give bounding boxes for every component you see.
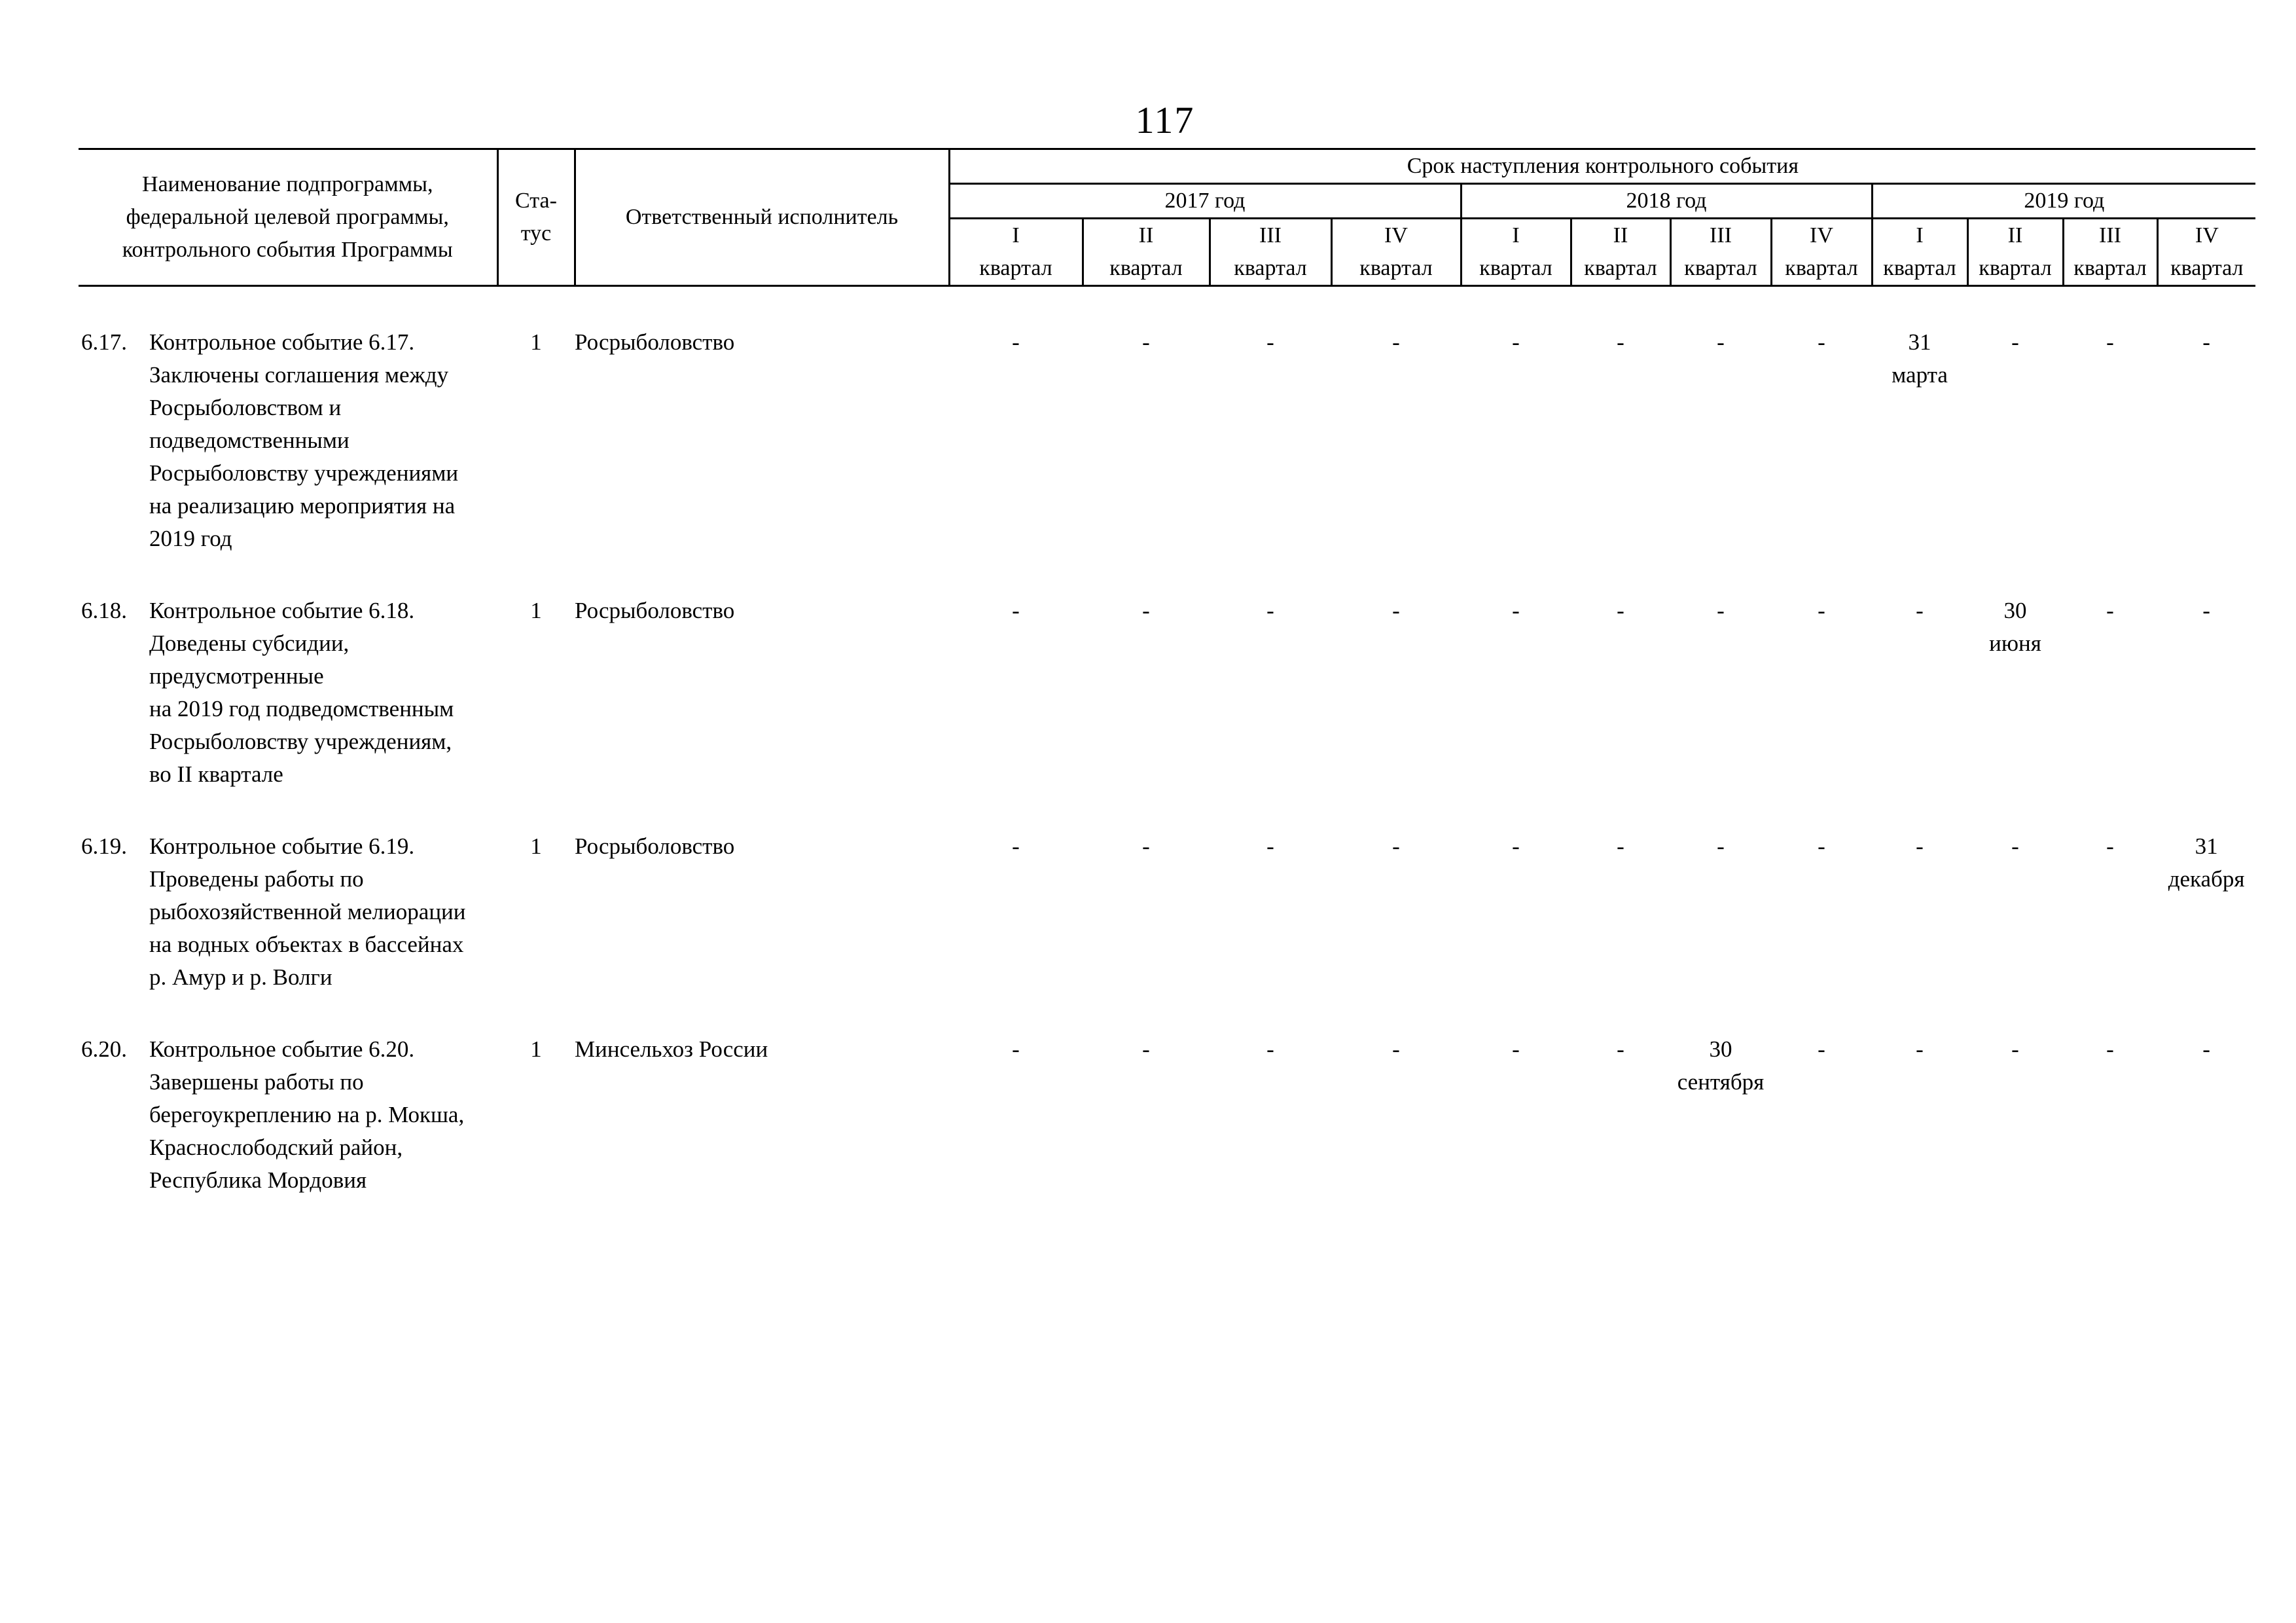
table-row xyxy=(79,594,2255,791)
event-name-cell xyxy=(79,326,497,555)
event-name-text xyxy=(79,594,497,791)
event-name-cell xyxy=(79,1033,497,1197)
header-quarter-number: IV xyxy=(1384,223,1408,247)
header-quarter-number: IV xyxy=(2195,223,2219,247)
deadline-value: - xyxy=(2011,329,2019,355)
deadline-cell xyxy=(2157,1033,2255,1197)
deadline-value: - xyxy=(1012,329,1020,355)
deadline-value: - xyxy=(2106,1036,2114,1062)
header-name-line: Наименование подпрограммы, xyxy=(142,172,433,196)
deadline-cell xyxy=(1331,830,1461,994)
header-name-line: федеральной целевой программы, xyxy=(126,205,449,229)
header-quarter-number: III xyxy=(2099,223,2121,247)
deadline-cell xyxy=(1670,326,1771,555)
table-row xyxy=(79,326,2255,555)
executor-cell: Росрыболовство xyxy=(575,329,735,355)
event-name-line: предусмотренные xyxy=(149,663,324,689)
deadline-cell xyxy=(1967,830,2063,994)
executor-cell: Росрыболовство xyxy=(575,833,735,859)
header-quarter xyxy=(1967,219,2063,286)
deadline-value: - xyxy=(1392,598,1400,623)
deadline-cell xyxy=(1872,594,1967,791)
deadline-value: - xyxy=(1512,598,1520,623)
header-name-line: контрольного события Программы xyxy=(122,238,453,262)
event-number: 6.17. xyxy=(81,329,127,355)
deadline-value: - xyxy=(1512,329,1520,355)
deadline-value: - xyxy=(1012,833,1020,859)
deadline-value: - xyxy=(2106,598,2114,623)
event-name-line: рыбохозяйственной мелиорации xyxy=(149,899,466,924)
event-name-line: Завершены работы по xyxy=(149,1069,364,1095)
event-name-text xyxy=(79,326,497,555)
event-name-line: на водных объектах в бассейнах xyxy=(149,932,464,957)
deadline-value: - xyxy=(2202,1036,2210,1062)
header-quarter-word: квартал xyxy=(1883,256,1956,280)
header-quarter xyxy=(2157,219,2255,286)
header-quarter-number: I xyxy=(1512,223,1520,247)
event-name-line: Контрольное событие 6.17. xyxy=(149,329,415,355)
header-quarter-word: квартал xyxy=(1785,256,1858,280)
header-quarter xyxy=(1771,219,1872,286)
row-spacer-cell xyxy=(79,791,2255,830)
row-spacer-cell xyxy=(79,555,2255,594)
header-quarter xyxy=(1670,219,1771,286)
header-quarter-word: квартал xyxy=(1234,256,1307,280)
event-name-cell xyxy=(79,830,497,994)
status-cell: 1 xyxy=(530,598,542,623)
deadline-cell xyxy=(1771,1033,1872,1197)
event-name-line: берегоукреплению на р. Мокша, xyxy=(149,1102,465,1127)
event-number: 6.20. xyxy=(81,1036,127,1062)
deadline-cell xyxy=(2063,594,2157,791)
deadline-value: - xyxy=(1512,1036,1520,1062)
table-row xyxy=(79,1033,2255,1197)
header-quarter-word: квартал xyxy=(1109,256,1183,280)
deadline-cell xyxy=(1967,594,2063,791)
deadline-value: - xyxy=(1916,598,1924,623)
row-spacer xyxy=(79,286,2255,327)
deadline-cell xyxy=(949,830,1083,994)
event-name-text xyxy=(79,1033,497,1197)
deadline-cell xyxy=(1331,326,1461,555)
row-spacer-cell xyxy=(79,994,2255,1033)
deadline-value: - xyxy=(1818,1036,1825,1062)
header-executor-column: Ответственный исполнитель xyxy=(575,149,949,286)
deadline-cell xyxy=(1461,594,1571,791)
event-name-line: Контрольное событие 6.18. xyxy=(149,598,415,623)
event-name-line: во II квартале xyxy=(149,761,283,787)
event-name-cell xyxy=(79,594,497,791)
event-name-line: Контрольное событие 6.19. xyxy=(149,833,415,859)
table-row xyxy=(79,830,2255,994)
header-year-2017: 2017 год xyxy=(949,184,1461,219)
deadline-cell xyxy=(1967,1033,2063,1197)
header-year-2018: 2018 год xyxy=(1461,184,1872,219)
deadline-cell xyxy=(1571,830,1670,994)
deadline-cell xyxy=(2157,326,2255,555)
header-quarter-number: III xyxy=(1259,223,1282,247)
deadline-cell xyxy=(1083,594,1210,791)
deadline-value: - xyxy=(1142,1036,1150,1062)
header-quarter xyxy=(1571,219,1670,286)
event-name-line: Проведены работы по xyxy=(149,866,364,892)
deadline-value: - xyxy=(1717,833,1725,859)
deadline-cell xyxy=(1872,1033,1967,1197)
deadline-cell xyxy=(949,1033,1083,1197)
deadline-value: - xyxy=(1916,833,1924,859)
event-name-line: подведомственными xyxy=(149,428,350,453)
header-quarter-number: II xyxy=(1613,223,1628,247)
header-quarter-word: квартал xyxy=(979,256,1052,280)
control-events-table xyxy=(79,148,2255,1197)
deadline-value: - xyxy=(1617,833,1624,859)
deadline-value: - xyxy=(1266,833,1274,859)
event-name-line: на реализацию мероприятия на xyxy=(149,493,456,519)
deadline-cell xyxy=(1967,326,2063,555)
deadline-value: - xyxy=(1142,598,1150,623)
deadline-value: - xyxy=(1617,329,1624,355)
deadline-value: декабря xyxy=(2168,866,2245,892)
deadline-value: 31 xyxy=(1908,329,1931,355)
deadline-cell xyxy=(1210,594,1331,791)
deadline-cell xyxy=(949,326,1083,555)
deadline-value: - xyxy=(1617,598,1624,623)
header-status-line: тус xyxy=(520,221,552,246)
deadline-cell xyxy=(1083,326,1210,555)
deadline-value: - xyxy=(1818,598,1825,623)
deadline-value: сентября xyxy=(1677,1069,1765,1095)
event-number: 6.19. xyxy=(81,833,127,859)
header-quarter xyxy=(1872,219,1967,286)
deadline-value: - xyxy=(1818,329,1825,355)
page-number: 117 xyxy=(1135,99,1195,141)
event-name-line: Заключены соглашения между xyxy=(149,362,449,388)
deadline-cell xyxy=(1331,1033,1461,1197)
deadline-cell xyxy=(949,594,1083,791)
header-quarter xyxy=(1083,219,1210,286)
deadline-value: - xyxy=(1266,1036,1274,1062)
deadline-cell xyxy=(1461,326,1571,555)
header-quarter-number: II xyxy=(1138,223,1154,247)
deadline-value: - xyxy=(1142,329,1150,355)
header-quarter-word: квартал xyxy=(2170,256,2244,280)
deadline-cell xyxy=(2063,830,2157,994)
deadline-value: - xyxy=(1012,1036,1020,1062)
deadline-value: - xyxy=(2106,329,2114,355)
deadline-cell xyxy=(1771,830,1872,994)
deadline-cell xyxy=(2063,326,2157,555)
header-quarter xyxy=(1461,219,1571,286)
header-quarter xyxy=(2063,219,2157,286)
deadline-cell xyxy=(1331,594,1461,791)
deadline-value: - xyxy=(2202,329,2210,355)
status-cell: 1 xyxy=(530,1036,542,1062)
status-cell: 1 xyxy=(530,833,542,859)
deadline-value: - xyxy=(1717,329,1725,355)
deadline-cell xyxy=(2157,830,2255,994)
deadline-cell xyxy=(1670,594,1771,791)
deadline-value: - xyxy=(1617,1036,1624,1062)
header-quarter-number: IV xyxy=(1810,223,1833,247)
header-quarter-number: I xyxy=(1012,223,1020,247)
deadline-cell xyxy=(1083,830,1210,994)
deadline-value: - xyxy=(1012,598,1020,623)
header-year-2019: 2019 год xyxy=(1872,184,2255,219)
executor-cell: Росрыболовство xyxy=(575,598,735,623)
header-quarter-word: квартал xyxy=(1584,256,1657,280)
event-name-text xyxy=(79,830,497,994)
deadline-value: - xyxy=(1266,598,1274,623)
row-spacer xyxy=(79,555,2255,594)
deadline-value: - xyxy=(1266,329,1274,355)
deadline-value: - xyxy=(1818,833,1825,859)
header-name-column xyxy=(79,149,497,286)
header-deadline-title: Срок наступления контрольного события xyxy=(949,149,2255,184)
deadline-cell xyxy=(1083,1033,1210,1197)
deadline-value: - xyxy=(1392,833,1400,859)
deadline-cell xyxy=(1872,326,1967,555)
event-name-line: Контрольное событие 6.20. xyxy=(149,1036,415,1062)
header-quarter xyxy=(949,219,1083,286)
deadline-value: марта xyxy=(1892,362,1948,388)
event-name-line: р. Амур и р. Волги xyxy=(149,964,332,990)
deadline-cell xyxy=(1571,594,1670,791)
header-quarter-word: квартал xyxy=(2073,256,2147,280)
deadline-cell xyxy=(1670,830,1771,994)
deadline-value: - xyxy=(1512,833,1520,859)
header-quarter-word: квартал xyxy=(1359,256,1433,280)
header-quarter xyxy=(1210,219,1331,286)
deadline-value: июня xyxy=(1989,630,2041,656)
deadline-cell xyxy=(1210,830,1331,994)
status-cell: 1 xyxy=(530,329,542,355)
header-quarter-word: квартал xyxy=(1684,256,1757,280)
deadline-cell xyxy=(1571,326,1670,555)
deadline-value: - xyxy=(1392,1036,1400,1062)
header-quarter-word: квартал xyxy=(1479,256,1552,280)
deadline-value: - xyxy=(2011,1036,2019,1062)
deadline-cell xyxy=(1461,830,1571,994)
deadline-cell xyxy=(1771,326,1872,555)
header-quarter xyxy=(1331,219,1461,286)
deadline-value: - xyxy=(2106,833,2114,859)
deadline-cell xyxy=(2063,1033,2157,1197)
deadline-value: - xyxy=(2011,833,2019,859)
deadline-cell xyxy=(2157,594,2255,791)
event-number: 6.18. xyxy=(81,598,127,623)
event-name-line: Доведены субсидии, xyxy=(149,630,350,656)
event-name-line: Республика Мордовия xyxy=(149,1167,367,1193)
event-name-line: на 2019 год подведомственным xyxy=(149,696,454,721)
deadline-cell xyxy=(1571,1033,1670,1197)
header-quarter-word: квартал xyxy=(1979,256,2052,280)
header-status-line: Ста- xyxy=(515,189,557,213)
deadline-value: 31 xyxy=(2195,833,2218,859)
deadline-value: - xyxy=(1142,833,1150,859)
table-body xyxy=(79,286,2255,1197)
row-spacer-cell xyxy=(79,286,2255,327)
deadline-cell xyxy=(1771,594,1872,791)
deadline-cell xyxy=(1461,1033,1571,1197)
event-name-line: Росрыболовству учреждениям, xyxy=(149,729,452,754)
deadline-cell xyxy=(1872,830,1967,994)
deadline-value: 30 xyxy=(1709,1036,1732,1062)
row-spacer xyxy=(79,791,2255,830)
event-name-line: 2019 год xyxy=(149,526,232,551)
deadline-cell xyxy=(1670,1033,1771,1197)
event-name-line: Росрыболовству учреждениями xyxy=(149,460,459,486)
event-name-line: Краснослободский район, xyxy=(149,1135,403,1160)
deadline-value: - xyxy=(1392,329,1400,355)
table-header xyxy=(79,149,2255,286)
header-quarter-number: I xyxy=(1916,223,1924,247)
deadline-value: - xyxy=(1916,1036,1924,1062)
deadline-value: 30 xyxy=(2003,598,2027,623)
deadline-value: - xyxy=(2202,598,2210,623)
deadline-cell xyxy=(1210,326,1331,555)
event-name-line: Росрыболовством и xyxy=(149,395,342,420)
header-status-column xyxy=(497,149,575,286)
header-quarter-number: II xyxy=(2007,223,2023,247)
header-quarter-number: III xyxy=(1710,223,1732,247)
deadline-cell xyxy=(1210,1033,1331,1197)
executor-cell: Минсельхоз России xyxy=(575,1036,768,1062)
row-spacer xyxy=(79,994,2255,1033)
deadline-value: - xyxy=(1717,598,1725,623)
